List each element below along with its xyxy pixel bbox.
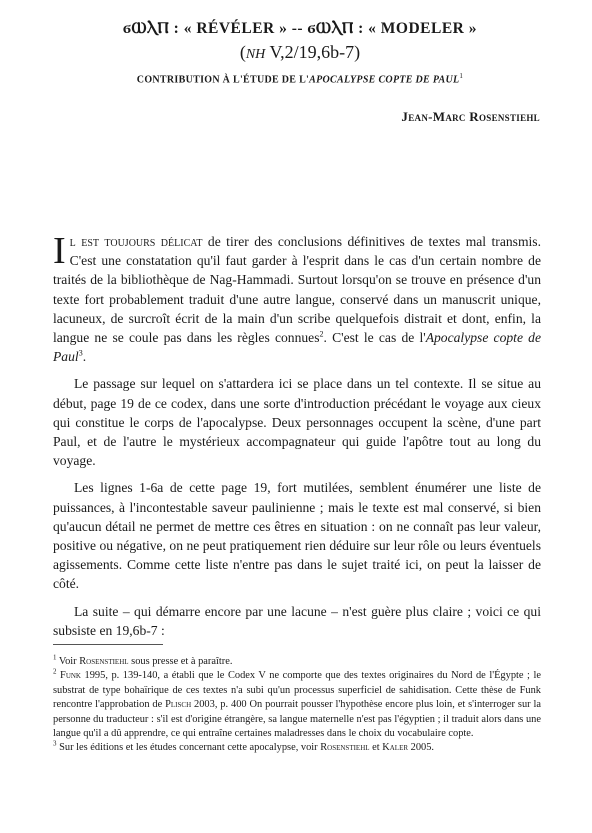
footnote-2-number: 2 (53, 667, 57, 676)
footnote-1-text-b: sous presse et à paraître. (128, 656, 233, 667)
paragraph-3: Les lignes 1-6a de cette page 19, fort mutilées, semblent énumérer une liste de puissances, à l'incontestable saveur paulinienne ; mais le texte est mal conservé, si bien qu'aucun détail ne permet de mettre ces êtres en situation : on ne connaît pas leur valeur, positive ou négative, on ne peut pratiquement rien déduire sur leur rôle ou leurs éventuels agissements. Comme cette liste n'entre pas dans le sujet traité ici, on peut la laisser de côté. (53, 480, 541, 592)
subtitle-note-ref: 1 (459, 72, 464, 80)
paragraph-1-text-c: . (82, 349, 87, 365)
footnote-1-author: Rosenstiehl (79, 656, 129, 667)
author-name: Jean-Marc Rosenstiehl (401, 109, 540, 124)
footnotes (53, 655, 541, 756)
footnote-3-text-b: 2005. (408, 742, 435, 754)
footnote-1 (53, 655, 541, 669)
footnote-rule (53, 644, 163, 645)
article-reference (40, 42, 560, 63)
paragraph-4: La suite – qui démarre encore par une lacune – n'est guère plus claire ; voici ce qui subsiste en 19,6b-7 : (53, 603, 541, 638)
subtitle-italic: APOCALYPSE COPTE DE PAUL (309, 74, 460, 86)
drop-cap: I (53, 230, 66, 272)
footnote-ref-3: 3 (78, 348, 83, 358)
footnote-2-text-b: 2003, p. 400 On pourrait pousser l'hypothèse encore plus loin, et s'interroger sur la personne du traducteur : s'il est d'origine étrangère, sa langue maternelle n'est pas l'égyptien ; il traduit alors dans une langue qu'il a dû apprendre, ce qui entraîne certaines maladresses dans le choix du vocabulaire copte. (53, 699, 542, 740)
paragraph-1-text-a: de tirer des conclusions définitives de textes mal transmis. C'est une constatation qu'il faut garder à l'esprit dans le cas d'un certain nombre de traités de la bibliothèque de Nag-Hammadi. Surtout lorsqu'on se trouve en présence d'un texte fort probablement traduit d'une autre langue, conservé dans un manuscrit unique, lacuneux, de surcroît écrit de la main d'un scribe quelquefois distrait et dont, enfin, la langue ne se coule pas dans les règles connues (53, 234, 541, 346)
reference-locus: V,2/19,6b-7) (265, 42, 361, 62)
italic-title: Apocalypse copte de Paul (53, 330, 542, 365)
paragraph-2: Le passage sur lequel on s'attardera ici se place dans un tel contexte. Il se situe au début, page 19 de ce codex, dans une sorte d'introduction précédant le voyage aux cieux qui constitue le corps de l'apocalypse. Deux personnages occupent la scène, d'une part Paul, et de l'autre le mystérieux accompagnateur qui guide l'apôtre tout au long du voyage. (53, 376, 541, 469)
footnote-3-text-mid: et (369, 742, 383, 754)
footnote-ref-2: 2 (319, 329, 324, 339)
footnote-3-text-a: Sur les éditions et les études concernant cette apocalypse, voir (56, 742, 321, 754)
footnote-2 (53, 669, 541, 741)
reference-open-paren: ( (239, 42, 246, 62)
reference-nh: NH (245, 47, 266, 62)
lead-in-small-caps: l est toujours délicat (69, 234, 203, 249)
footnote-2-author-1: Funk (60, 670, 81, 682)
footnote-3-author-2: Kaler (382, 742, 409, 754)
footnote-1-text-a: Voir (56, 656, 80, 667)
paragraph-1-text-b: . C'est le cas de l' (323, 330, 426, 346)
footnote-2-text-a: 1995, p. 139-140, a établi que le Codex V ne comporte que des textes originaires du Nord de l'Égypte ; le substrat de type bohaïrique de ces textes n'a subi qu'un processus superficiel de sahidisation. Cette thèse de Funk rencontre l'approbation de (53, 670, 541, 711)
footnote-1-number: 1 (53, 653, 57, 662)
footnote-3-author-1: Rosenstiehl (320, 742, 370, 754)
footnote-2-author-2: Plisch (165, 699, 192, 711)
article-subtitle (40, 72, 560, 85)
footnote-3 (53, 741, 541, 755)
article-title: ϭⲰⲖⲠ : « RÉVÉLER » -- ϭⲰⲖⲠ : « MODELER » (123, 20, 477, 37)
footnote-3-number: 3 (53, 739, 57, 748)
body-text (53, 232, 541, 648)
subtitle-prefix: CONTRIBUTION À L'ÉTUDE DE L' (136, 74, 310, 86)
paragraph-1 (53, 232, 541, 366)
